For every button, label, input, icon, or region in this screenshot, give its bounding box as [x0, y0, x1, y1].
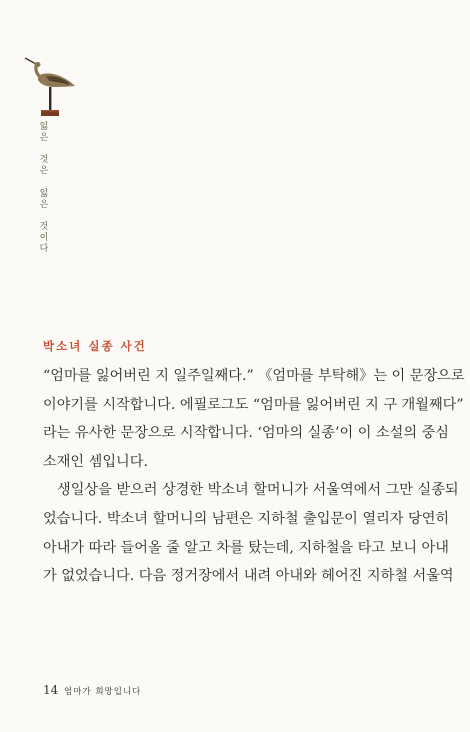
text-line: 소재인 셈입니다. [43, 453, 148, 470]
text-line: 생일상을 받으러 상경한 박소녀 할머니가 서울역에서 그만 실종되 [57, 482, 459, 499]
text-line: 가 없었습니다. 다음 정거장에서 내려 아내와 헤어진 지하철 서울역 [43, 568, 454, 585]
text-line: 이야기를 시작합니다. 에필로그도 “엄마를 잃어버린 지 구 개월째다” [43, 396, 464, 413]
page-number: 14 [43, 683, 59, 697]
section-heading: 박소녀 실종 사건 [43, 339, 147, 353]
page-footer [43, 683, 141, 697]
bird-figurine-illustration [22, 50, 80, 120]
running-title: 엄마가 희망입니다 [63, 687, 142, 697]
text-line: 라는 유사한 문장으로 시작합니다. ‘엄마의 실종’이 이 소설의 중심 [43, 425, 449, 442]
body-text [43, 362, 465, 591]
paragraph-2 [43, 476, 459, 590]
bird-icon [22, 50, 80, 120]
text-line: 었습니다. 박소녀 할머니의 남편은 지하철 출입문이 열리자 당연히 [43, 510, 450, 527]
text-line: 아내가 따라 들어올 줄 알고 차를 탔는데, 지하철을 타고 보니 아내 [43, 539, 449, 556]
vertical-chapter-title: 잃 은 것 은 잃 은 것 이 다 [39, 122, 49, 255]
text-line: “엄마를 잃어버린 지 일주일째다.” 《엄마를 부탁해》는 이 문장으로 [43, 368, 465, 384]
paragraph-1 [43, 362, 465, 476]
